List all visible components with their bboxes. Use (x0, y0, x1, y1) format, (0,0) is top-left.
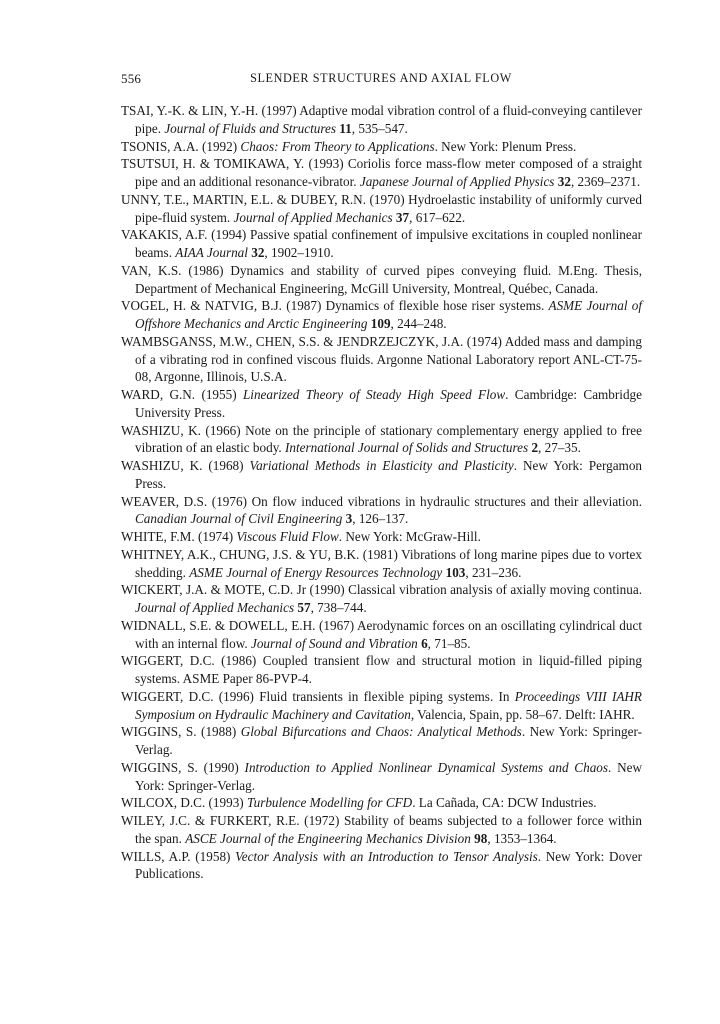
reference-text: , 738–744. (310, 600, 367, 615)
reference-text: , 1353–1364. (487, 830, 557, 846)
reference-entry (121, 155, 642, 191)
reference-title: Proceedings VIII IAHR Symposium on Hydraulic Machinery and Cavitation (135, 688, 642, 722)
reference-entry (121, 528, 642, 546)
reference-volume: 32 (557, 174, 571, 189)
reference-title: Introduction to Applied Nonlinear Dynamical Systems and Chaos (244, 759, 609, 775)
reference-text: WICKERT, J.A. & MOTE, C.D. Jr (1990) Classical vibration analysis of axially moving continua. (121, 582, 642, 598)
reference-text: , 126–137. (352, 511, 409, 527)
reference-text: . New York: Springer-Verlag. (135, 724, 642, 757)
reference-text: WHITNEY, A.K., CHUNG, J.S. & YU, B.K. (1981) Vibrations of long marine pipes due to vortex shedding. (121, 546, 642, 580)
running-title: SLENDER STRUCTURES AND AXIAL FLOW (250, 71, 512, 85)
reference-text: WIGGINS, S. (1990) (121, 759, 245, 775)
reference-volume: 3 (345, 511, 353, 527)
reference-volume: 6 (421, 635, 428, 651)
reference-title: International Journal of Solids and Structures (285, 440, 529, 456)
reference-title: Japanese Journal of Applied Physics (359, 174, 555, 189)
reference-entry (121, 226, 642, 262)
reference-text: , 535–547. (351, 120, 408, 136)
reference-entry (121, 794, 642, 812)
reference-text: VAKAKIS, A.F. (1994) Passive spatial confinement of impulsive excitations in coupled nonlinear beams. (121, 227, 642, 260)
reference-entry (121, 546, 642, 582)
reference-entry (121, 457, 642, 493)
reference-entry (121, 581, 642, 617)
reference-title: Chaos: From Theory to Applications (240, 138, 435, 154)
reference-text: , 231–236. (465, 564, 522, 580)
reference-title: Journal of Applied Mechanics (135, 600, 295, 615)
reference-list (121, 102, 642, 883)
reference-text: . New York: Plenum Press. (434, 138, 577, 154)
reference-text: . New York: Springer-Verlag. (135, 759, 642, 793)
reference-title: AIAA Journal (175, 245, 248, 260)
reference-volume: 32 (251, 245, 265, 260)
reference-volume: 98 (474, 830, 488, 846)
reference-entry (121, 848, 642, 884)
reference-title: ASCE Journal of the Engineering Mechanics Division (185, 830, 471, 846)
page-header (121, 71, 641, 89)
reference-entry (121, 422, 642, 458)
reference-text: WHITE, F.M. (1974) (121, 529, 237, 544)
reference-text: WEAVER, D.S. (1976) On flow induced vibrations in hydraulic structures and their alleviation. (121, 493, 642, 509)
reference-title: ASME Journal of Energy Resources Technology (189, 564, 443, 580)
reference-title: Vector Analysis with an Introduction to Tensor Analysis (235, 848, 538, 864)
reference-text: , 2369–2371. (570, 174, 641, 189)
reference-entry (121, 333, 642, 386)
reference-text: WIGGINS, S. (1988) (121, 724, 241, 740)
reference-entry (121, 297, 642, 333)
reference-text: , 27–35. (538, 440, 581, 456)
reference-entry (121, 102, 642, 138)
reference-volume: 2 (531, 440, 539, 456)
page-number: 556 (121, 71, 142, 86)
reference-text: . Cambridge: Cambridge University Press. (135, 387, 642, 420)
reference-title: Canadian Journal of Civil Engineering (135, 511, 343, 527)
reference-volume: 57 (297, 600, 311, 615)
reference-title: Turbulence Modelling for CFD (247, 795, 413, 811)
reference-text: , 1902–1910. (264, 245, 334, 260)
reference-title: Global Bifurcations and Chaos: Analytical Methods (240, 724, 522, 740)
reference-text: TSONIS, A.A. (1992) (121, 138, 241, 154)
reference-text: WASHIZU, K. (1968) (121, 458, 250, 473)
reference-text: WILLS, A.P. (1958) (121, 848, 236, 864)
reference-volume: 37 (395, 209, 410, 225)
reference-title: Journal of Applied Mechanics (233, 209, 393, 225)
reference-title: Viscous Fluid Flow (236, 529, 339, 544)
reference-entry (121, 386, 642, 422)
reference-entry (121, 617, 642, 653)
reference-text: WILEY, J.C. & FURKERT, R.E. (1972) Stability of beams subjected to a follower force within the span. (121, 813, 642, 846)
reference-text: WIGGERT, D.C. (1996) Fluid transients in flexible piping systems. In (121, 688, 515, 704)
reference-title: Journal of Fluids and Structures (164, 120, 336, 136)
reference-entry (121, 652, 642, 688)
reference-text: WASHIZU, K. (1966) Note on the principle of stationary complementary energy applied to free vibration of an elastic body. (121, 422, 642, 456)
reference-entry (121, 688, 642, 724)
reference-entry (121, 723, 642, 759)
reference-entry (121, 138, 642, 156)
reference-text: . New York: Dover Publications. (135, 848, 642, 882)
reference-title: Linearized Theory of Steady High Speed Flow (242, 387, 506, 402)
reference-text: . La Cañada, CA: DCW Industries. (412, 795, 597, 811)
reference-text: WIDNALL, S.E. & DOWELL, E.H. (1967) Aerodynamic forces on an oscillating cylindrical duct with an internal flow. (121, 617, 642, 651)
reference-text: TSAI, Y.-K. & LIN, Y.-H. (1997) Adaptive modal vibration control of a fluid-conveying cantilever pipe. (121, 103, 642, 136)
reference-text: VOGEL, H. & NATVIG, B.J. (1987) Dynamics of flexible hose riser systems. (121, 298, 549, 314)
reference-text: . New York: Pergamon Press. (135, 458, 643, 491)
reference-text: UNNY, T.E., MARTIN, E.L. & DUBEY, R.N. (1970) Hydroelastic instability of uniformly curved pipe-fluid system. (121, 191, 642, 225)
reference-text: , 617–622. (409, 209, 466, 225)
reference-text: WIGGERT, D.C. (1986) Coupled transient flow and structural motion in liquid-filled piping systems. ASME Paper 86-PVP-4. (121, 653, 642, 686)
reference-text: WILCOX, D.C. (1993) (121, 795, 247, 811)
reference-title: ASME Journal of Offshore Mechanics and Arctic Engineering (135, 298, 642, 331)
reference-entry (121, 812, 642, 848)
reference-volume: 11 (339, 120, 352, 136)
reference-text: , 244–248. (390, 316, 447, 331)
reference-title: Variational Methods in Elasticity and Plasticity (249, 458, 514, 473)
reference-text: VAN, K.S. (1986) Dynamics and stability of curved pipes conveying fluid. M.Eng. Thesis, Department of Mechanical Engineering, McGill University, Montreal, Québec, Canada. (121, 262, 642, 296)
reference-text: WAMBSGANSS, M.W., CHEN, S.S. & JENDRZEJCZYK, J.A. (1974) Added mass and damping of a vibrating rod in confined viscous fluids. Argonne National Laboratory report ANL-CT-75-08, Argonne, Illinois, U.S.A. (121, 333, 642, 385)
reference-volume: 109 (370, 316, 391, 331)
reference-text: , 71–85. (427, 635, 471, 651)
reference-text: , Valencia, Spain, pp. 58–67. Delft: IAHR. (410, 706, 635, 722)
reference-entry (121, 191, 642, 227)
reference-volume: 103 (445, 564, 466, 580)
reference-text: . New York: McGraw-Hill. (338, 529, 481, 544)
reference-text: TSUTSUI, H. & TOMIKAWA, Y. (1993) Coriolis force mass-flow meter composed of a straight pipe and an additional resonance-vibrator. (121, 156, 642, 189)
reference-title: Journal of Sound and Vibration (250, 635, 418, 651)
reference-entry (121, 759, 642, 795)
reference-entry (121, 262, 642, 298)
reference-entry (121, 493, 642, 529)
reference-text: WARD, G.N. (1955) (121, 387, 243, 402)
